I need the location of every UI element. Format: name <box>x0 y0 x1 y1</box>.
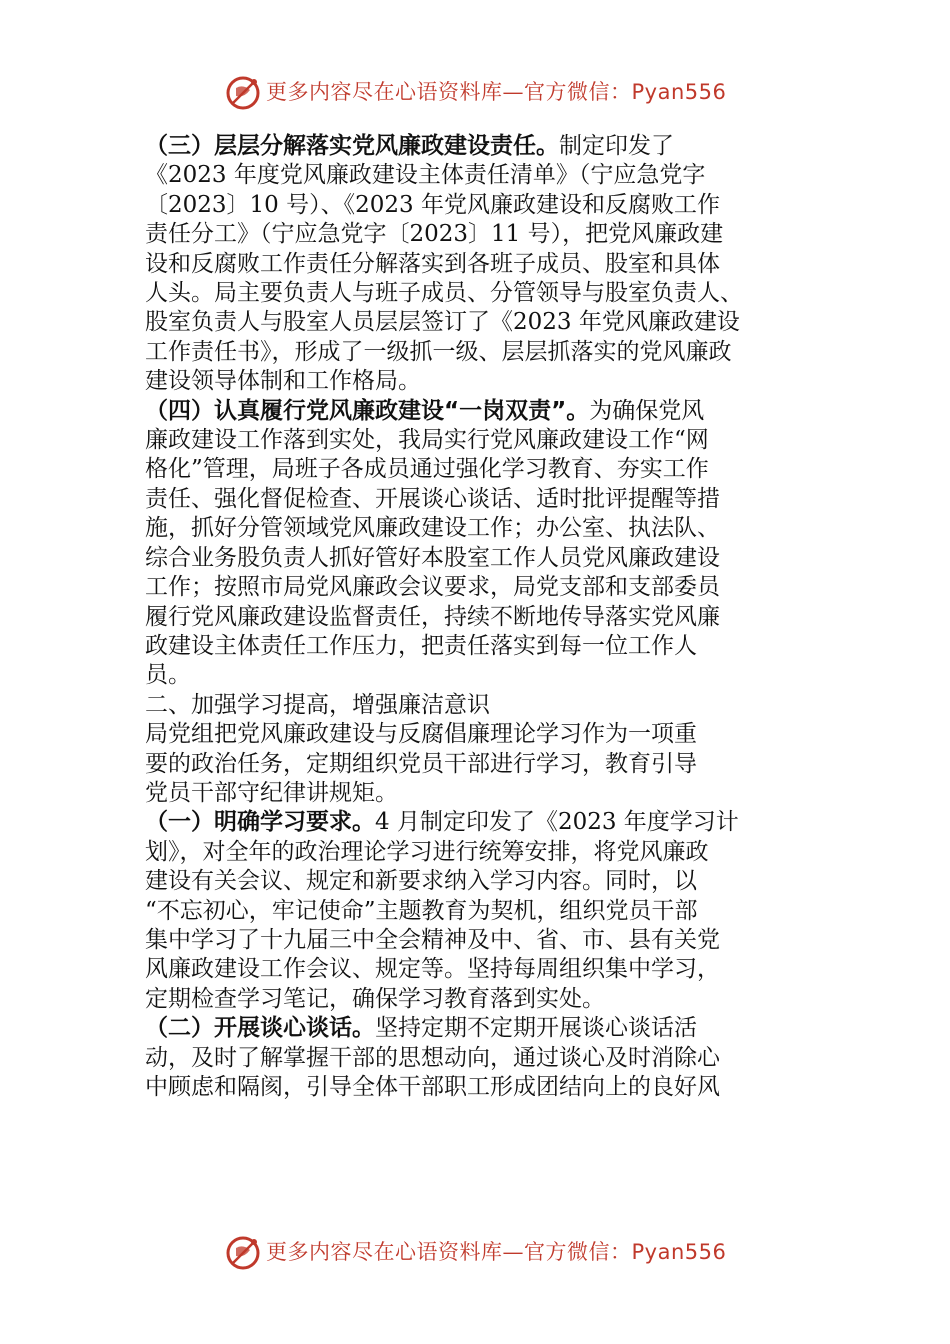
text-line: 设和反腐败工作责任分解落实到各班子成员、股室和具体 <box>145 250 720 277</box>
text-line: 风廉政建设工作会议、规定等。坚持每周组织集中学习， <box>145 956 720 983</box>
watermark-text <box>266 1236 726 1266</box>
brand-logo-icon <box>224 1234 262 1272</box>
text-line: 责任分工》（宁应急党字〔2023〕11 号），把党风廉政建 <box>145 221 724 248</box>
wechat-id: Pyan556 <box>631 80 727 104</box>
text-line: 工作责任书》，形成了一级抓一级、层层抓落实的党风廉政 <box>145 338 732 365</box>
text-line: 政建设主体责任工作压力，把责任落实到每一位工作人 <box>145 632 697 659</box>
watermark-banner-top <box>0 74 950 114</box>
watermark-banner-bottom <box>0 1234 950 1274</box>
text-line: 人头。局主要负责人与班子成员、分管领导与股室负责人、 <box>145 280 743 307</box>
text-line: 〔2023〕10 号）、《2023 年党风廉政建设和反腐败工作 <box>145 191 720 218</box>
text-line: 党员干部守纪律讲规矩。 <box>145 779 398 806</box>
text-line: 为确保党风 <box>589 397 705 424</box>
text-line: 坚持定期不定期开展谈心谈话活 <box>375 1015 697 1042</box>
paragraph-yi <box>145 808 805 1014</box>
text-line: 工作；按照市局党风廉政会议要求，局党支部和支部委员 <box>145 574 720 601</box>
paragraph-er <box>145 1014 805 1102</box>
text-line: 廉政建设工作落到实处，我局实行党风廉政建设工作“网 <box>145 427 709 454</box>
text-line: 中顾虑和隔阂，引导全体干部职工形成团结向上的良好风 <box>145 1074 720 1100</box>
watermark-label: 更多内容尽在心语资料库—官方微信： <box>266 1240 632 1264</box>
text-line: “不忘初心，牢记使命”主题教育为契机，组织党员干部 <box>145 897 698 924</box>
text-line: 制定印发了 <box>559 133 674 159</box>
text-line: 格化”管理，局班子各成员通过强化学习教育、夯实工作 <box>145 456 709 483</box>
watermark-text <box>266 76 726 106</box>
paragraph-heading: （二）开展谈心谈话。 <box>145 1015 375 1042</box>
section-heading <box>145 691 805 720</box>
paragraph-si <box>145 397 805 691</box>
text-line: 二、加强学习提高，增强廉洁意识 <box>145 691 490 718</box>
paragraph-heading: （四）认真履行党风廉政建设“一岗双责”。 <box>145 397 590 424</box>
document-body <box>145 132 805 1102</box>
text-line: 《2023 年度党风廉政建设主体责任清单》（宁应急党字 <box>145 162 706 189</box>
text-line: 综合业务股负责人抓好管好本股室工作人员党风廉政建设 <box>145 544 720 571</box>
text-line: 4 月制定印发了《2023 年度学习计 <box>375 809 739 836</box>
paragraph-intro <box>145 720 805 808</box>
text-line: 划》，对全年的政治理论学习进行统筹安排，将党风廉政 <box>145 838 709 865</box>
text-line: 建设领导体制和工作格局。 <box>145 368 421 395</box>
text-line: 建设有关会议、规定和新要求纳入学习内容。同时，以 <box>145 868 697 895</box>
brand-logo-icon <box>224 74 262 112</box>
text-line: 员。 <box>145 662 191 689</box>
text-line: 动，及时了解掌握干部的思想动向，通过谈心及时消除心 <box>145 1044 720 1071</box>
text-line: 要的政治任务，定期组织党员干部进行学习，教育引导 <box>145 750 697 777</box>
paragraph-san <box>145 132 805 397</box>
paragraph-heading: （三）层层分解落实党风廉政建设责任。 <box>145 133 559 159</box>
text-line: 施，抓好分管领域党风廉政建设工作；办公室、执法队、 <box>145 515 720 542</box>
watermark-label: 更多内容尽在心语资料库—官方微信： <box>266 80 632 104</box>
wechat-id: Pyan556 <box>631 1240 727 1264</box>
text-line: 定期检查学习笔记，确保学习教育落到实处。 <box>145 985 605 1012</box>
text-line: 履行党风廉政建设监督责任，持续不断地传导落实党风廉 <box>145 603 720 630</box>
text-line: 局党组把党风廉政建设与反腐倡廉理论学习作为一项重 <box>145 721 697 748</box>
text-line: 责任、强化督促检查、开展谈心谈话、适时批评提醒等措 <box>145 485 720 512</box>
paragraph-heading: （一）明确学习要求。 <box>145 809 375 836</box>
text-line: 股室负责人与股室人员层层签订了《2023 年党风廉政建设 <box>145 309 740 336</box>
text-line: 集中学习了十九届三中全会精神及中、省、市、县有关党 <box>145 926 720 953</box>
